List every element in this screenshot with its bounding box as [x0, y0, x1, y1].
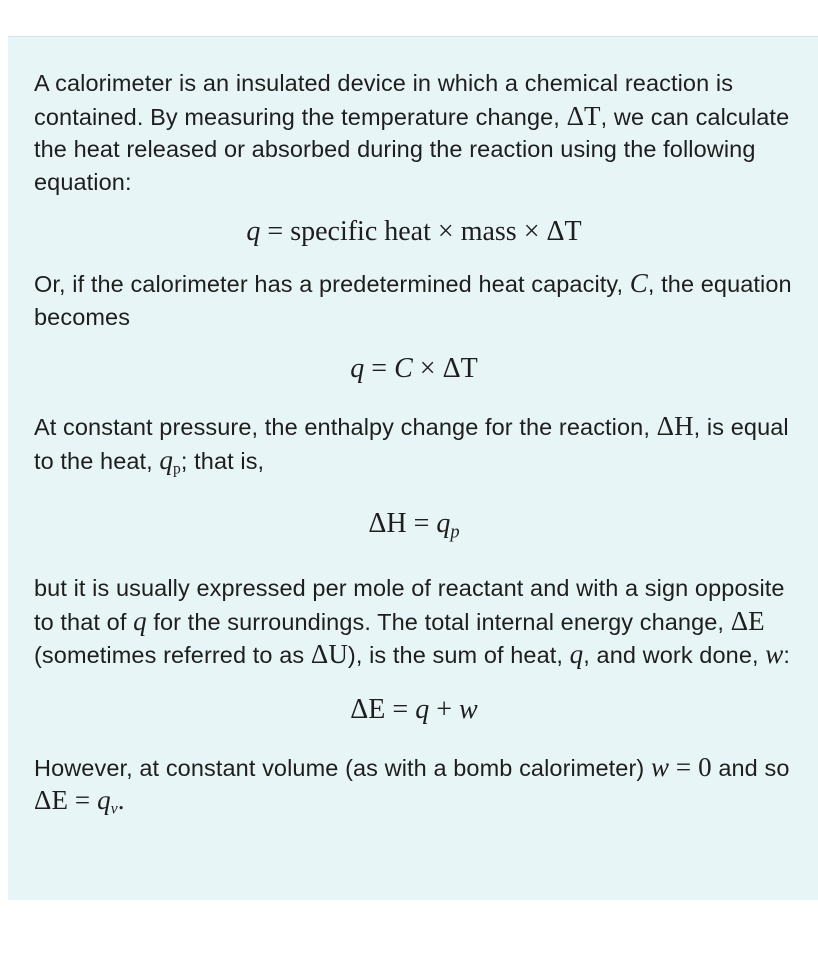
paragraph-internal-energy: but it is usually expressed per mole of reactant and with a sign opposite to that of q for the surroundings. The total internal energy change, ΔE (sometimes referred to as ΔU), is the sum of heat, q, and work done, w: — [34, 575, 790, 670]
equation-enthalpy: $\Delta H = q_p$ — [368, 507, 460, 542]
equation-specific-heat: q = specific heat × mass × ΔT — [246, 216, 582, 247]
equation-internal-energy: ΔE = q + w — [350, 693, 478, 725]
content-panel — [8, 36, 818, 900]
article-body — [34, 67, 794, 826]
paragraph-heat-capacity: Or, if the calorimeter has a predetermined heat capacity, C, the equation becomes — [34, 268, 792, 330]
paragraph-calorimeter-intro: A calorimeter is an insulated device in which a chemical reaction is contained. By measuring the temperature change, ΔT, we can calculate the heat released or absorbed during the reaction using the following equation: — [34, 70, 790, 195]
paragraph-constant-volume: However, at constant volume (as with a bomb calorimeter) w = 0 and so $\Delta E = q_v$. — [34, 751, 790, 818]
equation-heat-capacity: q = C × ΔT — [350, 353, 478, 384]
paragraph-enthalpy: At constant pressure, the enthalpy change for the reaction, ΔH, is equal to the heat, $q_p$; that is, — [34, 411, 789, 478]
